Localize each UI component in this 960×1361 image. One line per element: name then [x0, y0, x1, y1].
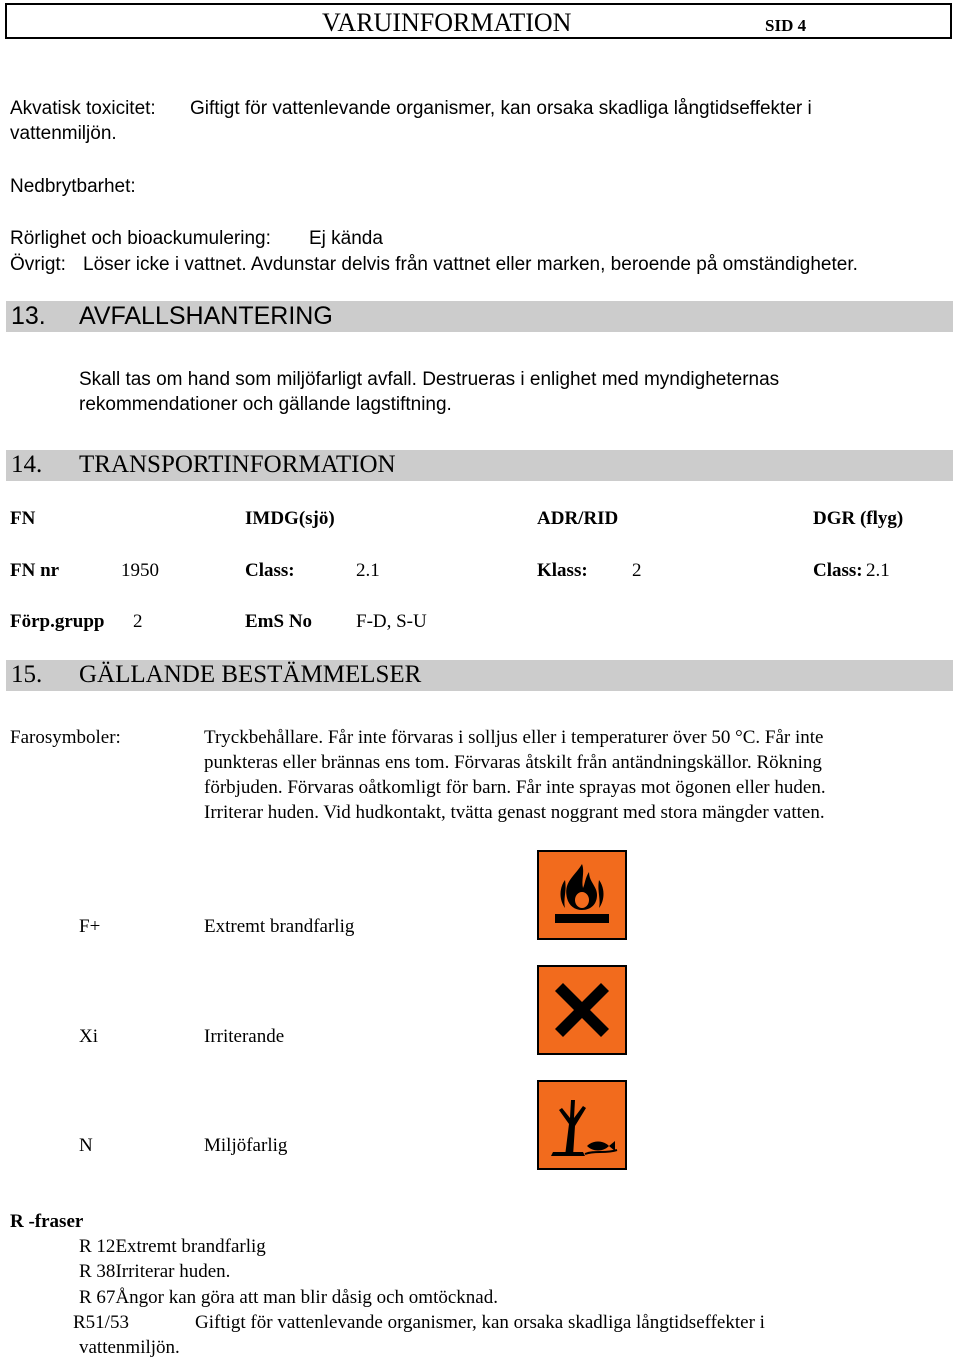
document-title: VARUINFORMATION [322, 8, 572, 37]
section-title: TRANSPORTINFORMATION [79, 451, 396, 478]
section-15-heading [6, 660, 953, 691]
col-header-adr: ADR/RID [537, 508, 619, 529]
other-label: Övrigt: [10, 254, 66, 275]
imdg-class-label: Class: [245, 560, 295, 581]
page-number: SID 4 [765, 16, 807, 35]
section-number: 14. [11, 451, 43, 478]
hazard-code-xi: Xi [79, 1026, 98, 1047]
r-phrase-code: R 12 [79, 1236, 116, 1257]
mobility-value: Ej kända [309, 228, 383, 249]
packing-group-label: Förp.grupp [10, 611, 105, 632]
col-header-dgr: DGR (flyg) [813, 508, 904, 529]
toxicity-text-line1: Giftigt för vattenlevande organismer, kan orsaka skadliga långtidseffekter i [190, 98, 812, 119]
r-phrase-item [79, 1287, 498, 1309]
x-cross-icon [545, 973, 619, 1047]
r-phrase-text: Giftigt för vattenlevande organismer, kan orsaka skadliga långtidseffekter i [195, 1312, 765, 1333]
page-header [5, 3, 952, 39]
section-number: 15. [11, 661, 43, 688]
col-header-imdg: IMDG(sjö) [245, 508, 335, 529]
other-value: Löser icke i vattnet. Avdunstar delvis från vattnet eller marken, beroende på omständigheter. [83, 254, 858, 275]
adr-klass-value: 2 [632, 560, 642, 581]
hazard-pictogram-environment [537, 1080, 627, 1170]
imdg-class-value: 2.1 [356, 560, 380, 581]
regulation-text-line1: Tryckbehållare. Får inte förvaras i solljus eller i temperaturer över 50 °C. Får inte [204, 727, 824, 748]
r-phrase-continuation: vattenmiljön. [79, 1337, 180, 1358]
dgr-class-value: 2.1 [866, 560, 890, 581]
mobility-label: Rörlighet och bioackumulering: [10, 228, 271, 249]
r-phrase-text: Extremt brandfarlig [115, 1236, 266, 1257]
section-title: AVFALLSHANTERING [79, 302, 333, 330]
toxicity-label: Akvatisk toxicitet: [10, 98, 156, 119]
section-title: GÄLLANDE BESTÄMMELSER [79, 661, 422, 688]
hazard-pictogram-cross [537, 965, 627, 1055]
hazard-label-irritant: Irriterande [204, 1026, 285, 1047]
hazard-label-extremely-flammable: Extremt brandfarlig [204, 916, 355, 937]
section-13-heading [6, 301, 953, 332]
waste-text-line2: rekommendationer och gällande lagstiftning. [79, 394, 452, 415]
hazard-pictogram-flame [537, 850, 627, 940]
r-phrase-code: R 38 [79, 1261, 116, 1282]
regulation-text-line3: förbjuden. Förvaras oåtkomligt för barn. Får inte sprayas mot ögonen eller huden. [204, 777, 826, 798]
fn-nr-value: 1950 [121, 560, 159, 581]
adr-klass-label: Klass: [537, 560, 588, 581]
r-phrase-text: Ångor kan göra att man blir dåsig och omtöcknad. [115, 1287, 498, 1308]
r-phrase-text: Irriterar huden. [115, 1261, 231, 1282]
ems-value: F-D, S-U [356, 611, 427, 632]
waste-text-line1: Skall tas om hand som miljöfarligt avfall. Destrueras i enlighet med myndigheternas [79, 369, 780, 390]
ems-label: EmS No [245, 611, 313, 632]
r-phrase-item [79, 1236, 266, 1258]
r-phrase-code: R51/53 [73, 1312, 129, 1333]
r-phrase-code: R 67 [79, 1287, 116, 1308]
r-phrase-item [79, 1261, 230, 1283]
section-14-heading [6, 450, 953, 481]
r-phrases-heading: R -fraser [10, 1211, 84, 1232]
packing-group-value: 2 [133, 611, 143, 632]
dead-tree-fish-icon [545, 1088, 619, 1162]
regulation-text-line4: Irriterar huden. Vid hudkontakt, tvätta genast noggrant med stora mängder vatten. [204, 802, 825, 823]
toxicity-text-line2: vattenmiljön. [10, 123, 117, 144]
col-header-fn: FN [10, 508, 36, 529]
dgr-class-label: Class: [813, 560, 863, 581]
hazard-symbols-label: Farosymboler: [10, 727, 121, 748]
hazard-label-environmental: Miljöfarlig [204, 1135, 288, 1156]
degradability-label: Nedbrytbarhet: [10, 176, 136, 197]
hazard-code-n: N [79, 1135, 93, 1156]
hazard-code-f-plus: F+ [79, 916, 101, 937]
flame-icon [545, 858, 619, 932]
regulation-text-line2: punkteras eller brännas ens tom. Förvaras åtskilt från antändningskällor. Rökning [204, 752, 822, 773]
fn-nr-label: FN nr [10, 560, 60, 581]
section-number: 13. [11, 302, 46, 330]
